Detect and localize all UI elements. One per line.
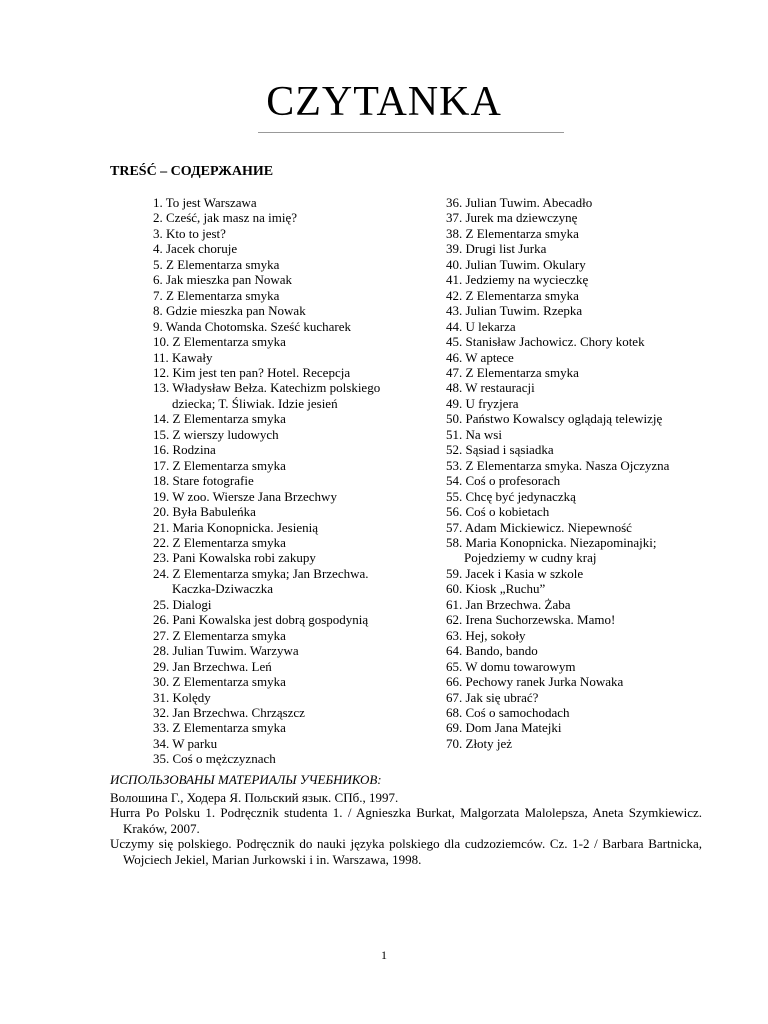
toc-item (153, 566, 408, 597)
toc-item (153, 288, 408, 303)
toc-item (446, 690, 721, 705)
toc-item (153, 350, 408, 365)
toc-item-title: Jurek ma dziewczynę (465, 210, 578, 226)
toc-item-title: Kawały (172, 349, 213, 365)
toc-item-title: Na wsi (465, 426, 502, 442)
toc-item-number: 11. (153, 349, 169, 365)
toc-item-number: 56. (446, 504, 463, 520)
materials-section (110, 772, 702, 867)
toc-item-number: 29. (153, 658, 170, 674)
toc-item-title: Z Elementarza smyka (172, 534, 286, 550)
toc-item-title: Dom Jana Matejki (465, 720, 562, 736)
toc-item (153, 303, 408, 318)
toc-item-title: W domu towarowym (465, 658, 576, 674)
toc-item-title: U fryzjera (465, 395, 519, 411)
toc-item-title: Z Elementarza smyka (465, 364, 579, 380)
toc-item (153, 751, 408, 766)
toc-item-number: 13. (153, 380, 170, 396)
toc-item-number: 64. (446, 643, 463, 659)
title-underline (258, 132, 564, 133)
toc-item-title: Z Elementarza smyka (172, 411, 286, 427)
toc-item (446, 365, 721, 380)
toc-item (153, 458, 408, 473)
toc-item-title: Z Elementarza smyka (166, 287, 280, 303)
toc-item-title: Była Babuleńka (172, 504, 256, 520)
toc-item (153, 520, 408, 535)
toc-item-title: Maria Konopnicka. Jesienią (172, 519, 318, 535)
toc-item-number: 37. (446, 210, 463, 226)
toc-item-number: 50. (446, 411, 463, 427)
toc-item (446, 597, 721, 612)
toc-item (446, 659, 721, 674)
toc-item-title: Pani Kowalska jest dobrą gospodynią (172, 612, 369, 628)
toc-item (153, 427, 408, 442)
toc-item (153, 257, 408, 272)
toc-item-title: Cześć, jak masz na imię? (166, 210, 298, 226)
toc-item (446, 241, 721, 256)
toc-item-number: 59. (446, 565, 463, 581)
toc-item-title: Jedziemy na wycieczkę (465, 272, 589, 288)
toc-item-title: Z Elementarza smyka (166, 256, 280, 272)
toc-item-title: Jan Brzechwa. Leń (172, 658, 272, 674)
toc-item (446, 628, 721, 643)
toc-item-title: Z Elementarza smyka (172, 720, 286, 736)
toc-item-title: Z Elementarza smyka (172, 674, 286, 690)
toc-item (153, 210, 408, 225)
toc-item-number: 35. (153, 751, 170, 767)
toc-item-title: To jest Warszawa (165, 195, 257, 210)
toc-item-title: Z wierszy ludowych (172, 426, 279, 442)
toc-item-number: 54. (446, 473, 463, 489)
toc-item-number: 18. (153, 473, 170, 489)
toc-item (446, 272, 721, 287)
toc-item-title: Kiosk „Ruchu” (465, 581, 546, 597)
toc-item (153, 720, 408, 735)
toc-item (153, 659, 408, 674)
toc-item (446, 489, 721, 504)
toc-item-number: 23. (153, 550, 170, 566)
toc-item-title: Jak się ubrać? (465, 689, 539, 705)
toc-item (446, 581, 721, 596)
toc-item (446, 380, 721, 395)
toc-item-title: W zoo. Wiersze Jana Brzechwy (172, 488, 337, 504)
toc-item (153, 628, 408, 643)
reference-item: Uczymy się polskiego. Podręcznik do nauki języka polskiego dla cudzoziemców. Cz. 1-2 / Barbara Bartnicka, Wojciech Jekiel, Marian Jurkowski i in. Warszawa, 1998. (110, 836, 702, 867)
toc-item-title: Coś o profesorach (465, 473, 561, 489)
toc-item-number: 3. (153, 225, 163, 241)
reference-item: Волошина Г., Ходера Я. Польский язык. СПб., 1997. (110, 789, 399, 805)
toc-item-title: Dialogi (172, 596, 212, 612)
toc-item (446, 303, 721, 318)
toc-item (153, 705, 408, 720)
toc-item-number: 61. (446, 596, 463, 612)
toc-item-number: 30. (153, 674, 170, 690)
page-number: 1 (381, 948, 387, 962)
toc-item-title: Z Elementarza smyka (465, 287, 579, 303)
toc-item-title: Coś o samochodach (465, 704, 570, 720)
toc-item-number: 67. (446, 689, 463, 705)
toc-item-number: 32. (153, 704, 170, 720)
toc-item-number: 15. (153, 426, 170, 442)
toc-item-number: 6. (153, 272, 163, 288)
toc-item (153, 550, 408, 565)
toc-item-title: Pechowy ranek Jurka Nowaka (465, 674, 624, 690)
toc-item-number: 17. (153, 457, 170, 473)
toc-item (446, 257, 721, 272)
toc-column-left (153, 195, 408, 767)
toc-item (446, 473, 721, 488)
toc-item (153, 597, 408, 612)
toc-item-title: Sąsiad i sąsiadka (465, 442, 554, 458)
toc-item (446, 535, 721, 566)
toc-item-number: 7. (153, 287, 163, 303)
toc-item (153, 473, 408, 488)
toc-item (446, 195, 721, 210)
toc-item-title: Hej, sokoły (465, 627, 526, 643)
toc-item-number: 43. (446, 303, 463, 319)
toc-item (446, 566, 721, 581)
toc-item-title-continuation: Kaczka-Dziwaczka (172, 581, 274, 597)
toc-item-title: Kim jest ten pan? Hotel. Recepcja (172, 364, 351, 380)
toc-item-number: 36. (446, 195, 463, 210)
toc-item-title: Jak mieszka pan Nowak (166, 272, 292, 288)
toc-item-number: 42. (446, 287, 463, 303)
toc-item-title: Wanda Chotomska. Sześć kucharek (165, 318, 351, 334)
toc-item (446, 520, 721, 535)
toc-item-number: 1. (153, 195, 163, 210)
toc-item-number: 25. (153, 596, 170, 612)
toc-item-title: Julian Tuwim. Warzywa (172, 643, 299, 659)
toc-item-number: 69. (446, 720, 463, 736)
toc-item-number: 24. (153, 565, 170, 581)
toc-item (153, 226, 408, 241)
toc-item-title: Z Elementarza smyka. Nasza Ojczyzna (465, 457, 670, 473)
toc-item-title: Stanisław Jachowicz. Chory kotek (465, 334, 645, 350)
toc-item-number: 58. (446, 534, 463, 550)
toc-item (446, 288, 721, 303)
reference-item: Hurra Po Polsku 1. Podręcznik studenta 1. / Agnieszka Burkat, Malgorzata Malolepsza, Aneta Szymkiewicz. Kraków, 2007. (110, 805, 702, 836)
toc-item-title: W parku (172, 735, 218, 751)
toc-item-number: 65. (446, 658, 463, 674)
toc-item (446, 334, 721, 349)
toc-item-title: Z Elementarza smyka (465, 225, 579, 241)
toc-item-title: Władysław Bełza. Katechizm polskiego (172, 380, 381, 396)
toc-item-title: Złoty jeż (465, 735, 513, 751)
toc-item-number: 14. (153, 411, 170, 427)
toc-item-title: Adam Mickiewicz. Niepewność (464, 519, 632, 535)
toc-item-title: Coś o kobietach (465, 504, 550, 520)
page-title: CZYTANKA (266, 79, 502, 125)
toc-item-title: Z Elementarza smyka (172, 334, 286, 350)
toc-item-number: 20. (153, 504, 170, 520)
toc-item-number: 62. (446, 612, 463, 628)
toc-item-number: 46. (446, 349, 463, 365)
toc-item-title: Maria Konopnicka. Niezapominajki; (465, 534, 657, 550)
toc-item-title: Jan Brzechwa. Chrząszcz (172, 704, 305, 720)
toc-item (153, 365, 408, 380)
toc-item-title-continuation: Pojedziemy w cudny kraj (464, 550, 597, 566)
toc-item-number: 57. (446, 519, 463, 535)
toc-item (446, 643, 721, 658)
toc-item (446, 210, 721, 225)
toc-item-title: Z Elementarza smyka (172, 457, 286, 473)
toc-item-number: 44. (446, 318, 463, 334)
toc-item (153, 504, 408, 519)
toc-item (446, 427, 721, 442)
toc-item-number: 52. (446, 442, 463, 458)
toc-item-title: Rodzina (172, 442, 216, 458)
toc-item-title: Państwo Kowalscy oglądają telewizję (465, 411, 663, 427)
toc-item (153, 442, 408, 457)
toc-item-number: 68. (446, 704, 463, 720)
toc-item (446, 674, 721, 689)
toc-item (153, 272, 408, 287)
toc-item-number: 33. (153, 720, 170, 736)
toc-item-number: 8. (153, 303, 163, 319)
toc-item-title: Z Elementarza smyka (172, 627, 286, 643)
toc-item-number: 27. (153, 627, 170, 643)
toc-item-number: 70. (446, 735, 463, 751)
toc-item-title: W aptece (465, 349, 514, 365)
toc-item (153, 319, 408, 334)
toc-item-title: Irena Suchorzewska. Mamo! (465, 612, 616, 628)
toc-column-right (446, 195, 721, 751)
toc-item-title: Jacek choruje (166, 241, 238, 257)
toc-item-title: Julian Tuwim. Okulary (465, 256, 586, 272)
toc-item (446, 736, 721, 751)
toc-item-title: Drugi list Jurka (465, 241, 547, 257)
toc-item (446, 612, 721, 627)
toc-item-title: U lekarza (465, 318, 516, 334)
toc-item-number: 26. (153, 612, 170, 628)
toc-item-number: 9. (153, 318, 163, 334)
toc-item (153, 612, 408, 627)
toc-item (153, 674, 408, 689)
toc-item-title: Bando, bando (465, 643, 538, 659)
toc-item (153, 241, 408, 256)
toc-item (446, 319, 721, 334)
toc-item (153, 736, 408, 751)
toc-item-number: 34. (153, 735, 170, 751)
toc-item-number: 38. (446, 225, 463, 241)
toc-item-title-continuation: dziecka; T. Śliwiak. Idzie jesień (172, 395, 338, 411)
toc-item-title: Z Elementarza smyka; Jan Brzechwa. (172, 565, 369, 581)
toc-item-number: 5. (153, 256, 163, 272)
toc-item-title: Jan Brzechwa. Żaba (465, 596, 571, 612)
toc-item-number: 22. (153, 534, 170, 550)
toc-item (446, 396, 721, 411)
toc-item (153, 690, 408, 705)
toc-item-number: 39. (446, 241, 463, 257)
toc-item-title: Coś o mężczyznach (172, 751, 276, 767)
toc-item-number: 47. (446, 364, 463, 380)
toc-item (153, 535, 408, 550)
toc-item-number: 31. (153, 689, 170, 705)
toc-item-title: Kto to jest? (166, 225, 226, 241)
toc-item (446, 458, 721, 473)
toc-item (446, 442, 721, 457)
toc-item (446, 705, 721, 720)
toc-item-number: 45. (446, 334, 463, 350)
toc-item-number: 4. (153, 241, 163, 257)
toc-item-number: 51. (446, 426, 463, 442)
toc-item-title: W restauracji (465, 380, 535, 396)
toc-item-number: 16. (153, 442, 170, 458)
toc-item-title: Gdzie mieszka pan Nowak (166, 303, 306, 319)
toc-item-number: 49. (446, 395, 463, 411)
toc-item (153, 334, 408, 349)
toc-item-number: 53. (446, 457, 463, 473)
toc-item-title: Jacek i Kasia w szkole (465, 565, 584, 581)
toc-item-title: Kolędy (172, 689, 211, 705)
toc-item-number: 66. (446, 674, 463, 690)
toc-item-title: Chcę być jedynaczką (465, 488, 576, 504)
toc-item (446, 350, 721, 365)
toc-item (446, 720, 721, 735)
toc-item-number: 19. (153, 488, 170, 504)
contents-heading: TREŚĆ – СОДЕРЖАНИЕ (110, 164, 274, 179)
toc-item-number: 63. (446, 627, 463, 643)
materials-heading: ИСПОЛЬЗОВАНЫ МАТЕРИАЛЫ УЧЕБНИКОВ: (110, 772, 382, 787)
toc-item (153, 643, 408, 658)
toc-item-number: 12. (153, 364, 170, 380)
toc-item-number: 41. (446, 272, 463, 288)
toc-item (153, 411, 408, 426)
toc-item-number: 2. (153, 210, 163, 226)
toc-item (153, 489, 408, 504)
toc-item (446, 411, 721, 426)
toc-item (153, 195, 408, 210)
toc-item-title: Julian Tuwim. Abecadło (465, 195, 593, 210)
toc-item-title: Julian Tuwim. Rzepka (465, 303, 583, 319)
toc-item-number: 60. (446, 581, 463, 597)
toc-item-number: 28. (153, 643, 170, 659)
toc-item-title: Pani Kowalska robi zakupy (172, 550, 316, 566)
toc-item-number: 21. (153, 519, 170, 535)
toc-item-number: 10. (153, 334, 170, 350)
toc-item (446, 226, 721, 241)
toc-item-number: 55. (446, 488, 463, 504)
toc-item-number: 48. (446, 380, 463, 396)
toc-item-title: Stare fotografie (172, 473, 254, 489)
toc-item (446, 504, 721, 519)
toc-item (153, 380, 408, 411)
toc-item-number: 40. (446, 256, 463, 272)
